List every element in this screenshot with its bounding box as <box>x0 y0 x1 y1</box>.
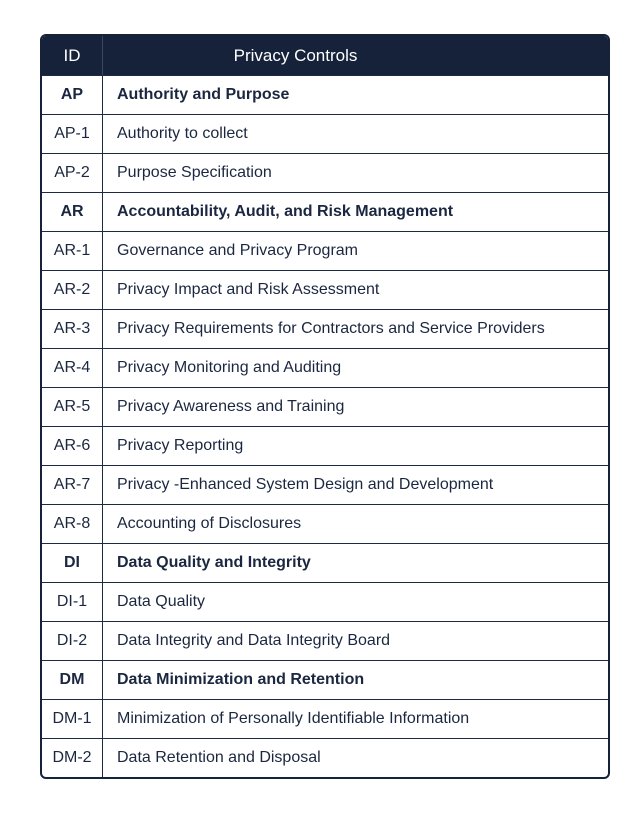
control-id: DM-1 <box>42 700 103 738</box>
control-id: AR-4 <box>42 349 103 387</box>
control-id: DI-1 <box>42 583 103 621</box>
table-body <box>42 75 608 777</box>
control-name: Data Quality <box>117 593 206 610</box>
control-id: AR-2 <box>42 271 103 309</box>
control-name: Purpose Specification <box>117 164 272 181</box>
control-id: AR-5 <box>42 388 103 426</box>
table-row <box>42 387 608 426</box>
control-name: Data Integrity and Data Integrity Board <box>117 632 391 649</box>
table-row <box>42 309 608 348</box>
table-row <box>42 504 608 543</box>
table-group-row <box>42 192 608 231</box>
table-row <box>42 465 608 504</box>
control-name: Privacy Impact and Risk Assessment <box>117 281 380 298</box>
control-name: Data Quality and Integrity <box>117 554 311 571</box>
control-name: Authority to collect <box>117 125 248 142</box>
table-row <box>42 270 608 309</box>
control-name: Accountability, Audit, and Risk Management <box>117 203 454 220</box>
table-group-row <box>42 543 608 582</box>
control-id: AR-1 <box>42 232 103 270</box>
header-id: ID <box>42 36 103 75</box>
privacy-controls-table <box>40 34 610 779</box>
control-id: DI-2 <box>42 622 103 660</box>
control-id: AP <box>42 76 103 114</box>
table-row <box>42 231 608 270</box>
control-id: DI <box>42 544 103 582</box>
control-name: Data Retention and Disposal <box>117 749 321 766</box>
control-id: DM-2 <box>42 739 103 777</box>
table-header-row <box>42 36 608 75</box>
control-name: Privacy -Enhanced System Design and Development <box>117 476 494 493</box>
control-id: AR <box>42 193 103 231</box>
table-row <box>42 621 608 660</box>
control-name: Data Minimization and Retention <box>117 671 365 688</box>
control-id: AP-1 <box>42 115 103 153</box>
control-name: Accounting of Disclosures <box>117 515 302 532</box>
header-privacy-controls: Privacy Controls <box>233 45 358 65</box>
table-row <box>42 699 608 738</box>
control-id: AP-2 <box>42 154 103 192</box>
control-id: AR-8 <box>42 505 103 543</box>
table-row <box>42 348 608 387</box>
control-name: Minimization of Personally Identifiable Information <box>117 710 470 727</box>
table-row <box>42 738 608 777</box>
control-id: AR-3 <box>42 310 103 348</box>
table-row <box>42 153 608 192</box>
table-row <box>42 426 608 465</box>
table-group-row <box>42 75 608 114</box>
control-id: AR-7 <box>42 466 103 504</box>
control-id: DM <box>42 661 103 699</box>
table-row <box>42 582 608 621</box>
control-name: Privacy Requirements for Contractors and Service Providers <box>117 320 545 337</box>
control-name: Governance and Privacy Program <box>117 242 358 259</box>
control-name: Privacy Reporting <box>117 437 244 454</box>
control-name: Privacy Monitoring and Auditing <box>117 359 342 376</box>
control-name: Privacy Awareness and Training <box>117 398 345 415</box>
table-row <box>42 114 608 153</box>
control-id: AR-6 <box>42 427 103 465</box>
table-group-row <box>42 660 608 699</box>
control-name: Authority and Purpose <box>117 86 290 103</box>
